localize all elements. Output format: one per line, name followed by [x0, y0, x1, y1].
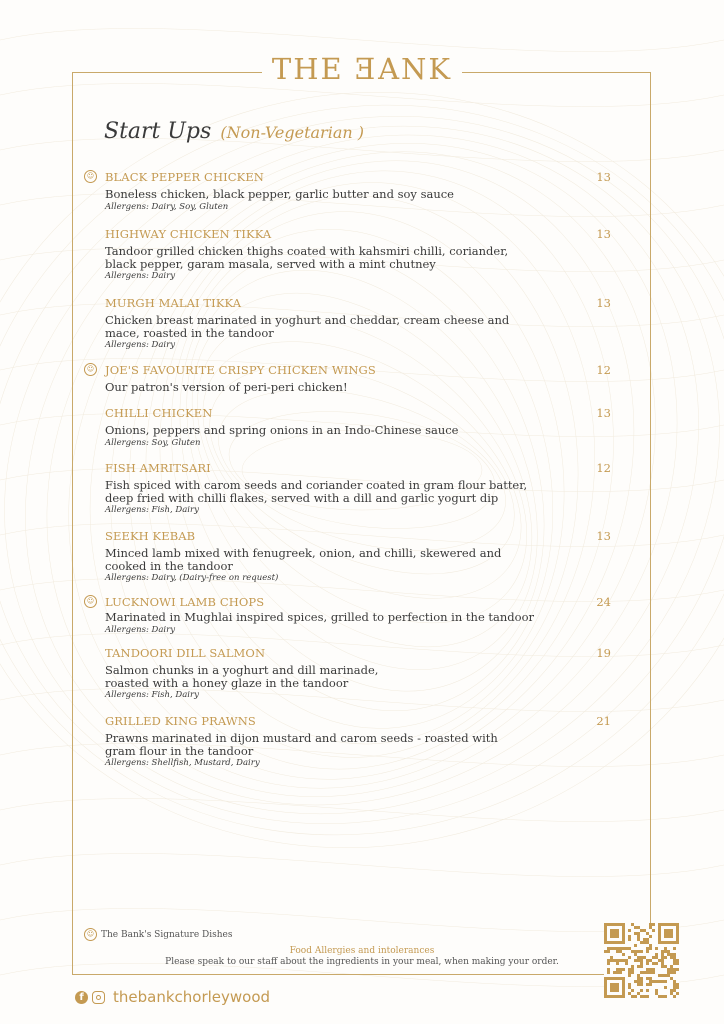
menu-item: [86, 363, 615, 394]
item-name: SEEKH KEBAB: [105, 529, 196, 543]
qr-code[interactable]: [604, 923, 679, 998]
item-price: 21: [596, 714, 611, 728]
item-allergens: Allergens: Dairy: [105, 340, 176, 350]
item-name: HIGHWAY CHICKEN TIKKA: [105, 227, 272, 241]
item-allergens: Allergens: Dairy: [105, 624, 176, 635]
section-title-sub: (Non-Vegetarian ): [220, 123, 364, 142]
item-allergens: Allergens: Dairy, Soy, Gluten: [105, 201, 229, 212]
signature-dish-icon: ☺: [84, 363, 97, 376]
menu-item: [86, 170, 615, 212]
item-price: 24: [596, 595, 611, 609]
social-handle[interactable]: thebankchorleywood: [113, 988, 271, 1006]
item-name: GRILLED KING PRAWNS: [105, 714, 256, 728]
item-allergens: Allergens: Dairy, (Dairy-free on request): [105, 573, 279, 583]
brand-name: THE ƎANK: [262, 52, 462, 86]
item-price: 12: [596, 461, 611, 475]
item-name: CHILLI CHICKEN: [105, 406, 213, 420]
allergy-heading: Food Allergies and intolerances: [289, 946, 435, 956]
menu-item: [105, 296, 615, 350]
social-links: [75, 988, 270, 1006]
item-description: Onions, peppers and spring onions in an Indo-Chinese sauce: [105, 423, 459, 437]
section-title-main: Start Ups: [104, 119, 212, 144]
item-description: Our patron's version of peri-peri chicken!: [105, 380, 348, 394]
item-price: 13: [596, 406, 611, 420]
brand-logo: [0, 52, 724, 86]
item-price: 13: [596, 227, 611, 241]
menu-item: [105, 714, 615, 768]
item-price: 19: [596, 646, 611, 660]
allergy-text: Please speak to our staff about the ingredients in your meal, when making your order.: [165, 957, 559, 967]
item-price: 13: [596, 529, 611, 543]
item-price: 13: [596, 170, 611, 184]
item-allergens: Allergens: Shellfish, Mustard, Dairy: [105, 758, 260, 768]
legend-text: The Bank's Signature Dishes: [101, 930, 233, 940]
menu-item: [105, 227, 615, 281]
signature-dish-icon: ☺: [84, 928, 97, 941]
item-name: LUCKNOWI LAMB CHOPS: [105, 595, 265, 609]
item-allergens: Allergens: Fish, Dairy: [105, 505, 199, 515]
menu-item: [105, 529, 615, 583]
item-name: FISH AMRITSARI: [105, 461, 211, 475]
item-description: Fish spiced with carom seeds and coriander coated in gram flour batter, deep fried with chilli flakes, served with a dill and garlic yogurt dip: [105, 478, 528, 505]
item-price: 13: [596, 296, 611, 310]
item-description: Minced lamb mixed with fenugreek, onion, and chilli, skewered and cooked in the tandoor: [105, 546, 502, 573]
menu-item: [86, 595, 615, 635]
menu-item: [105, 461, 615, 515]
signature-dish-icon: ☺: [84, 595, 97, 608]
item-allergens: Allergens: Dairy: [105, 271, 176, 281]
item-description: Chicken breast marinated in yoghurt and cheddar, cream cheese and mace, roasted in the tandoor: [105, 313, 510, 340]
item-name: MURGH MALAI TIKKA: [105, 296, 242, 310]
menu-item: [105, 406, 615, 448]
item-description: Tandoor grilled chicken thighs coated with kahsmiri chilli, coriander, black pepper, garam masala, served with a mint chutney: [105, 244, 509, 271]
item-name: BLACK PEPPER CHICKEN: [105, 170, 264, 184]
item-price: 12: [596, 363, 611, 377]
facebook-icon[interactable]: f: [75, 991, 88, 1004]
item-name: JOE'S FAVOURITE CRISPY CHICKEN WINGS: [105, 363, 376, 377]
instagram-icon[interactable]: [92, 991, 105, 1004]
section-title: [104, 119, 364, 144]
item-allergens: Allergens: Soy, Gluten: [105, 437, 201, 448]
item-description: Marinated in Mughlai inspired spices, grilled to perfection in the tandoor: [105, 610, 535, 624]
signature-dish-icon: ☺: [84, 170, 97, 183]
item-name: TANDOORI DILL SALMON: [105, 646, 266, 660]
signature-legend: [84, 928, 233, 941]
menu-item: [105, 646, 615, 700]
item-description: Salmon chunks in a yoghurt and dill marinade, roasted with a honey glaze in the tandoor: [105, 663, 379, 690]
item-description: Boneless chicken, black pepper, garlic butter and soy sauce: [105, 187, 454, 201]
item-description: Prawns marinated in dijon mustard and carom seeds - roasted with gram flour in the tandoor: [105, 731, 498, 758]
item-allergens: Allergens: Fish, Dairy: [105, 690, 199, 700]
